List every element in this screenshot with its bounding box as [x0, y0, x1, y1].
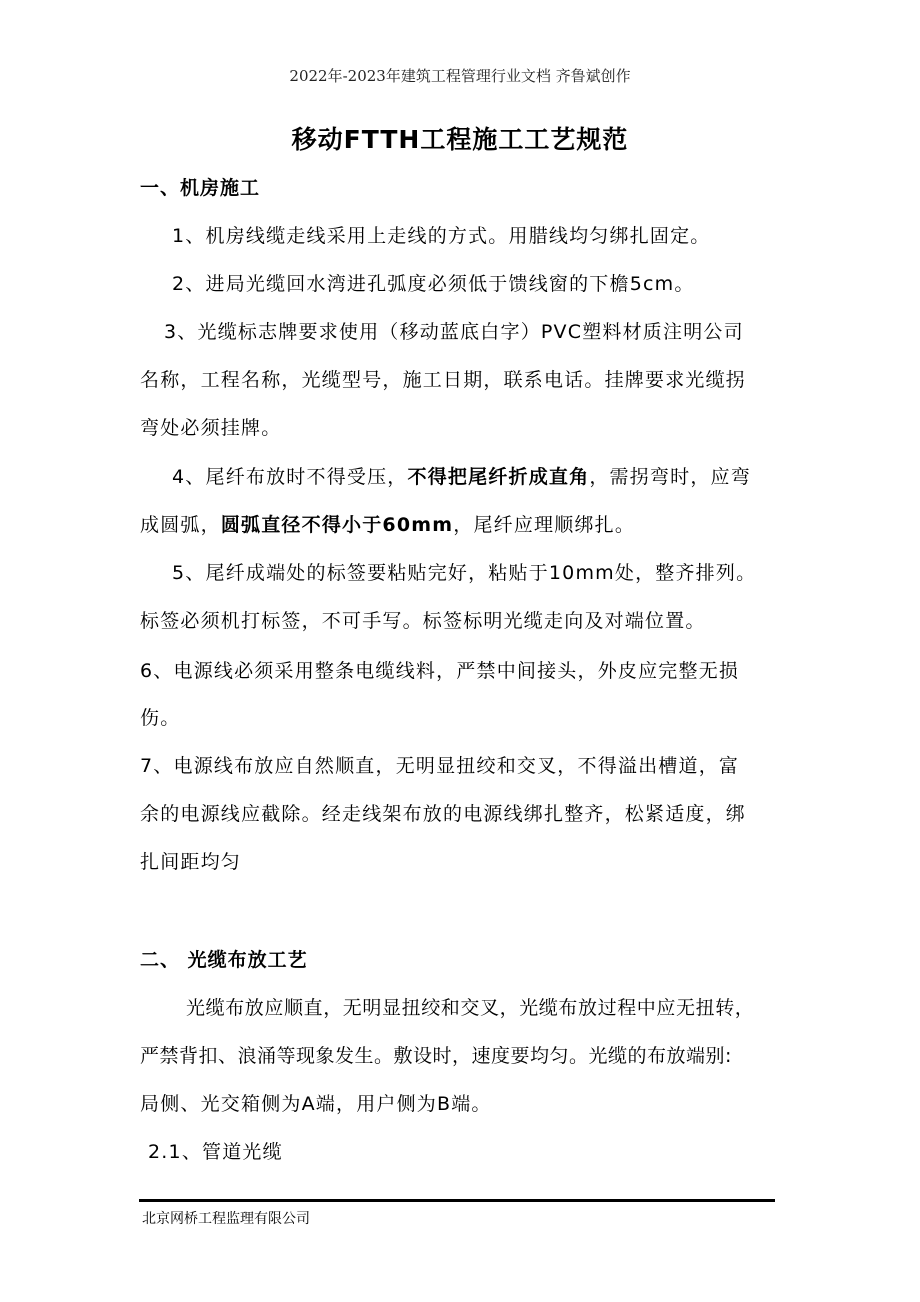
section-heading-2: 二、 光缆布放工艺: [140, 949, 308, 971]
item-6-line-2: 伤。: [140, 707, 181, 729]
item-4-text-d: 成圆弧，: [140, 514, 221, 536]
item-5-line-1: 5、尾纤成端处的标签要粘贴完好，粘贴于10mm处，整齐排列。: [172, 562, 757, 584]
section-2-para-line-1: 光缆布放应顺直，无明显扭绞和交叉，光缆布放过程中应无扭转，: [186, 997, 755, 1019]
item-4-emphasis-1: 不得把尾纤折成直角: [407, 466, 590, 488]
page-header: 2022年-2023年建筑工程管理行业文档 齐鲁斌创作: [289, 67, 631, 85]
item-4-line-1: [172, 462, 751, 489]
item-2: 2、进局光缆回水湾进孔弧度必须低于馈线窗的下檐5cm。: [172, 273, 695, 295]
item-4-text-c: ，需拐弯时，应弯: [589, 466, 751, 488]
document-title: 移动FTTH工程施工工艺规范: [291, 125, 629, 154]
section-2-para-line-3: 局侧、光交箱侧为A端，用户侧为B端。: [140, 1093, 492, 1115]
item-7-line-3: 扎间距均匀: [140, 851, 242, 873]
section-2-para-line-2: 严禁背扣、浪涌等现象发生。敷设时，速度要均匀。光缆的布放端别:: [140, 1045, 732, 1067]
item-3-line-2: 名称，工程名称，光缆型号，施工日期，联系电话。挂牌要求光缆拐: [140, 369, 747, 391]
item-4-text-a: 4、尾纤布放时不得受压，: [172, 466, 408, 488]
section-heading-1: 一、机房施工: [140, 177, 261, 199]
footer-divider: [139, 1199, 775, 1202]
item-4-text-f: ，尾纤应理顺绑扎。: [453, 514, 636, 536]
item-3-line-1: 3、光缆标志牌要求使用（移动蓝底白字）PVC塑料材质注明公司: [164, 321, 744, 343]
item-3-line-3: 弯处必须挂牌。: [140, 417, 282, 439]
item-6-line-1: 6、电源线必须采用整条电缆线料，严禁中间接头，外皮应完整无损: [140, 660, 740, 682]
subsection-2-1: 2.1、管道光缆: [148, 1141, 283, 1163]
item-5-line-2: 标签必须机打标签，不可手写。标签标明光缆走向及对端位置。: [140, 610, 706, 632]
page-footer: 北京网桥工程监理有限公司: [142, 1211, 310, 1227]
item-4-emphasis-2: 圆弧直径不得小于60mm: [220, 514, 454, 536]
item-1: 1、机房线缆走线采用上走线的方式。用腊线均匀绑扎固定。: [172, 225, 711, 247]
item-4-line-2: [140, 510, 635, 537]
item-7-line-1: 7、电源线布放应自然顺直，无明显扭绞和交叉，不得溢出槽道，富: [140, 755, 740, 777]
item-7-line-2: 余的电源线应截除。经走线架布放的电源线绑扎整齐，松紧适度，绑: [140, 803, 747, 825]
